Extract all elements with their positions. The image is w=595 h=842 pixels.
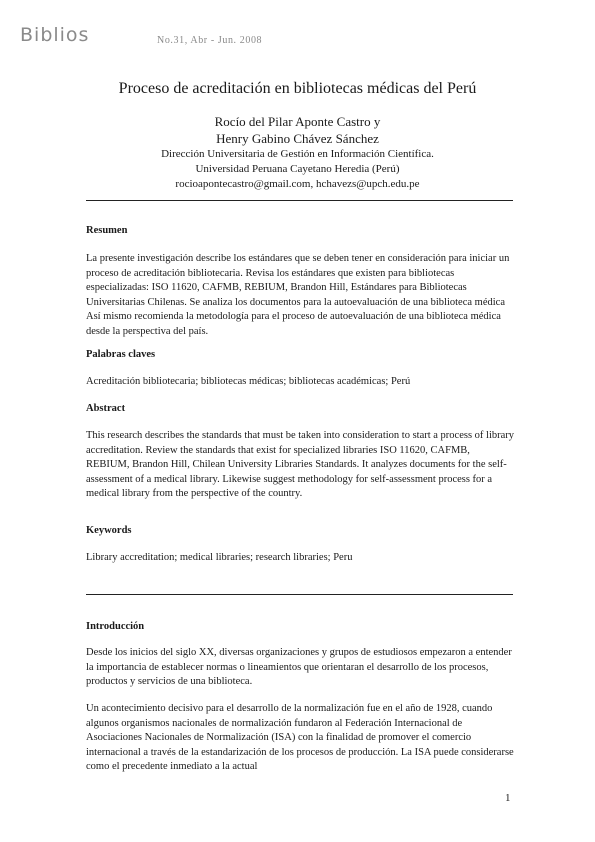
- article-title: Proceso de acreditación en bibliotecas médicas del Perú: [118, 80, 477, 97]
- resumen-heading: Resumen: [86, 225, 128, 236]
- keywords-text: Library accreditation; medical libraries; research libraries; Peru: [86, 552, 353, 563]
- author-2: Henry Gabino Chávez Sánchez: [216, 131, 379, 146]
- abstract-heading: Abstract: [86, 403, 126, 414]
- author-emails: rocioapontecastro@gmail.com, hchavezs@upch.edu.pe: [175, 178, 420, 190]
- issue-info: No.31, Abr - Jun. 2008: [157, 35, 263, 46]
- author-1: Rocío del Pilar Aponte Castro y: [214, 114, 381, 129]
- palabras-claves-heading: Palabras claves: [86, 349, 156, 360]
- top-divider: [86, 200, 513, 201]
- affiliation-university: Universidad Peruana Cayetano Heredia (Perú): [195, 163, 400, 175]
- introduccion-paragraph-1: Desde los inicios del siglo XX, diversas organizaciones y grupos de estudiosos empezaron a entender la importancia de establecer normas o lineamientos que orientaran el desarrollo de los procesos, productos y servicios de una biblioteca.: [86, 647, 512, 687]
- introduccion-heading: Introducción: [86, 621, 145, 632]
- author-block: [0, 113, 595, 192]
- abstract-text: This research describes the standards that must be taken into consideration to start a process of library accreditation. Review the standards that exist for specialized libraries ISO 11620, CAFMB, REBIUM, Brandon Hill, Chilean University Libraries Standards. It analyzes documents for the self-assessment of a medical library. Likewise suggest methodology for self-assessment process for a medical library from the perspective of the country.: [86, 430, 515, 499]
- page-number: 1: [505, 792, 511, 804]
- affiliation-department: Dirección Universitaria de Gestión en Información Científica.: [161, 148, 434, 160]
- journal-logo: Biblios: [20, 24, 90, 46]
- introduccion-paragraph-2: Un acontecimiento decisivo para el desarrollo de la normalización fue en el año de 1928, cuando algunos organismos nacionales de normalización fundaron al Federación Internacional de Asociaciones Nacionales de Normalización (ISA) con la finalidad de promover el comercio internacional a través de la estandarización de los procesos de producción. La ISA puede considerarse como el precedente inmediato a la actual: [86, 703, 514, 772]
- bottom-divider: [86, 594, 513, 595]
- resumen-text: La presente investigación describe los estándares que se deben tener en consideración para iniciar un proceso de acreditación bibliotecaria. Revisa los estándares que existen para bibliotecas especializadas: ISO 11620, CAFMB, REBIUM, Brandon Hill, Estándares para Bibliotecas Universitarias Chilenas. Se analiza los documentos para la autoevaluación de una biblioteca médica Así mismo recomienda la metodología para el proceso de autoevaluación de una biblioteca médica desde la perspectiva del país.: [86, 253, 510, 337]
- keywords-heading: Keywords: [86, 525, 132, 536]
- palabras-claves-text: Acreditación bibliotecaria; bibliotecas médicas; bibliotecas académicas; Perú: [86, 376, 411, 387]
